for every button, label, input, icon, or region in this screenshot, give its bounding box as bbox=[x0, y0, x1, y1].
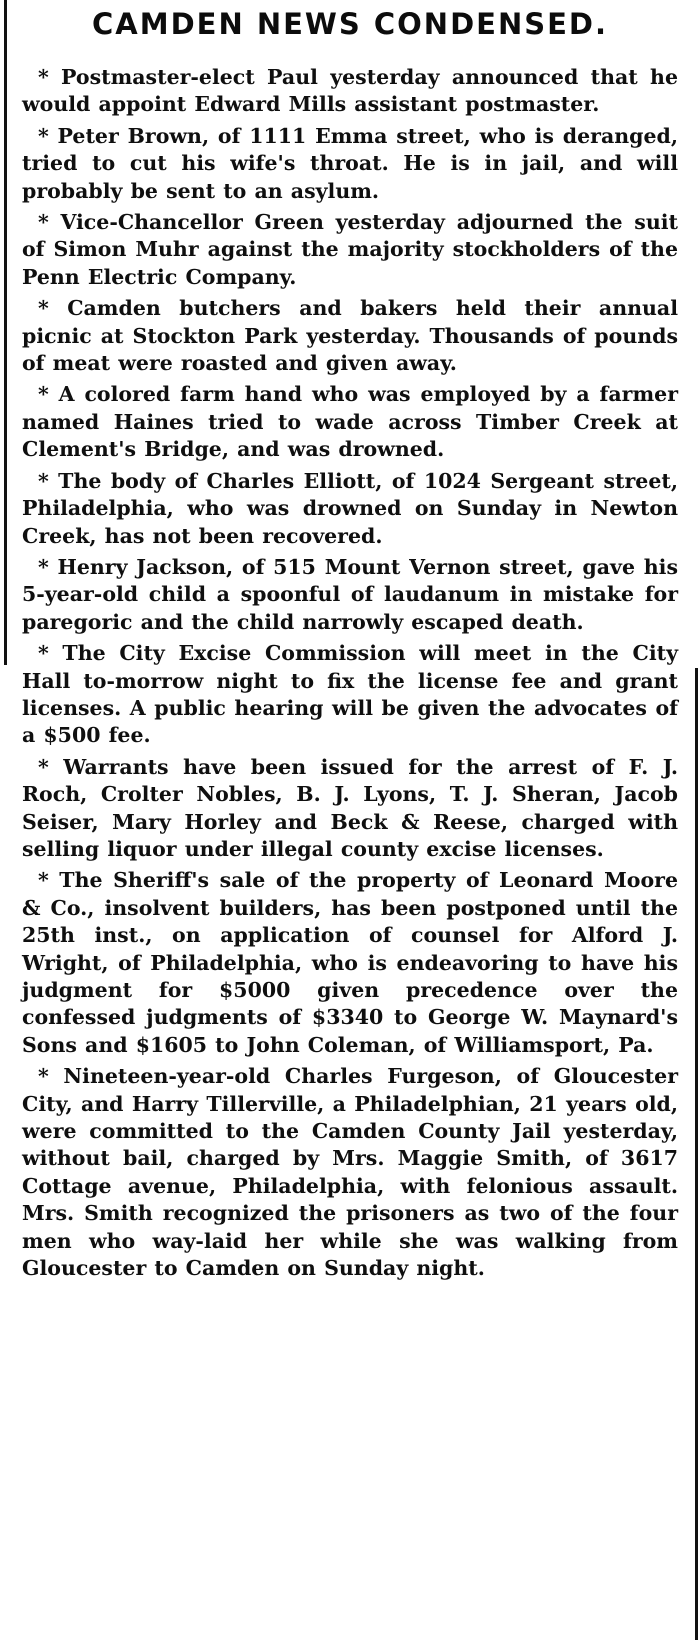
news-item: * The City Excise Commission will meet in the City Hall to-morrow night to fix the license fee and grant licenses. A public hearing will be given the advocates of a $500 fee. bbox=[22, 641, 678, 748]
column-rule-left bbox=[4, 0, 7, 665]
news-item: * Vice-Chancellor Green yesterday adjourned the suit of Simon Muhr against the majority stockholders of the Penn Electric Company. bbox=[22, 210, 678, 289]
news-items bbox=[22, 64, 678, 1286]
news-item: * Henry Jackson, of 515 Mount Vernon street, gave his 5-year-old child a spoonful of laudanum in mistake for paregoric and the child narrowly escaped death. bbox=[22, 554, 678, 634]
news-item: * The body of Charles Elliott, of 1024 Sergeant street, Philadelphia, who was drowned on Sunday in Newton Creek, has not been recovered. bbox=[22, 468, 678, 548]
news-item: * Postmaster-elect Paul yesterday announced that he would appoint Edward Mills assistant postmaster. bbox=[22, 65, 678, 117]
news-item: * A colored farm hand who was employed by a farmer named Haines tried to wade across Timber Creek at Clement's Bridge, and was drowned. bbox=[22, 382, 678, 462]
news-item: * Peter Brown, of 1111 Emma street, who is deranged, tried to cut his wife's throat. He is in jail, and will probably be sent to an asylum. bbox=[22, 123, 678, 203]
news-item: * Warrants have been issued for the arrest of F. J. Roch, Crolter Nobles, B. J. Lyons, T. J. Sheran, Jacob Seiser, Mary Horley and Beck & Reese, charged with selling liquor under illegal county excise licenses. bbox=[22, 754, 678, 861]
news-item: * Nineteen-year-old Charles Furgeson, of Gloucester City, and Harry Tillerville, a Philadelphian, 21 years old, were committed to the Camden County Jail yesterday, without bail, charged by Mrs. Maggie Smith, of 3617 Cottage avenue, Philadelphia, with felonious assault. Mrs. Smith recognized the prisoners as two of the four men who way-laid her while she was walking from Gloucester to Camden on Sunday night. bbox=[22, 1064, 678, 1281]
news-item: * The Sheriff's sale of the property of Leonard Moore & Co., insolvent builders, has been postponed until the 25th inst., on application of counsel for Alford J. Wright, of Philadelphia, who is endeavoring to have his judgment for $5000 given precedence over the confessed judgments of $3340 to George W. Maynard's Sons and $1605 to John Coleman, of Williamsport, Pa. bbox=[22, 868, 678, 1057]
news-item: * Camden butchers and bakers held their annual picnic at Stockton Park yesterday. Thousands of pounds of meat were roasted and given away. bbox=[22, 296, 678, 376]
article-headline: CAMDEN NEWS CONDENSED. bbox=[91, 7, 609, 41]
column-rule-right bbox=[695, 668, 698, 1640]
